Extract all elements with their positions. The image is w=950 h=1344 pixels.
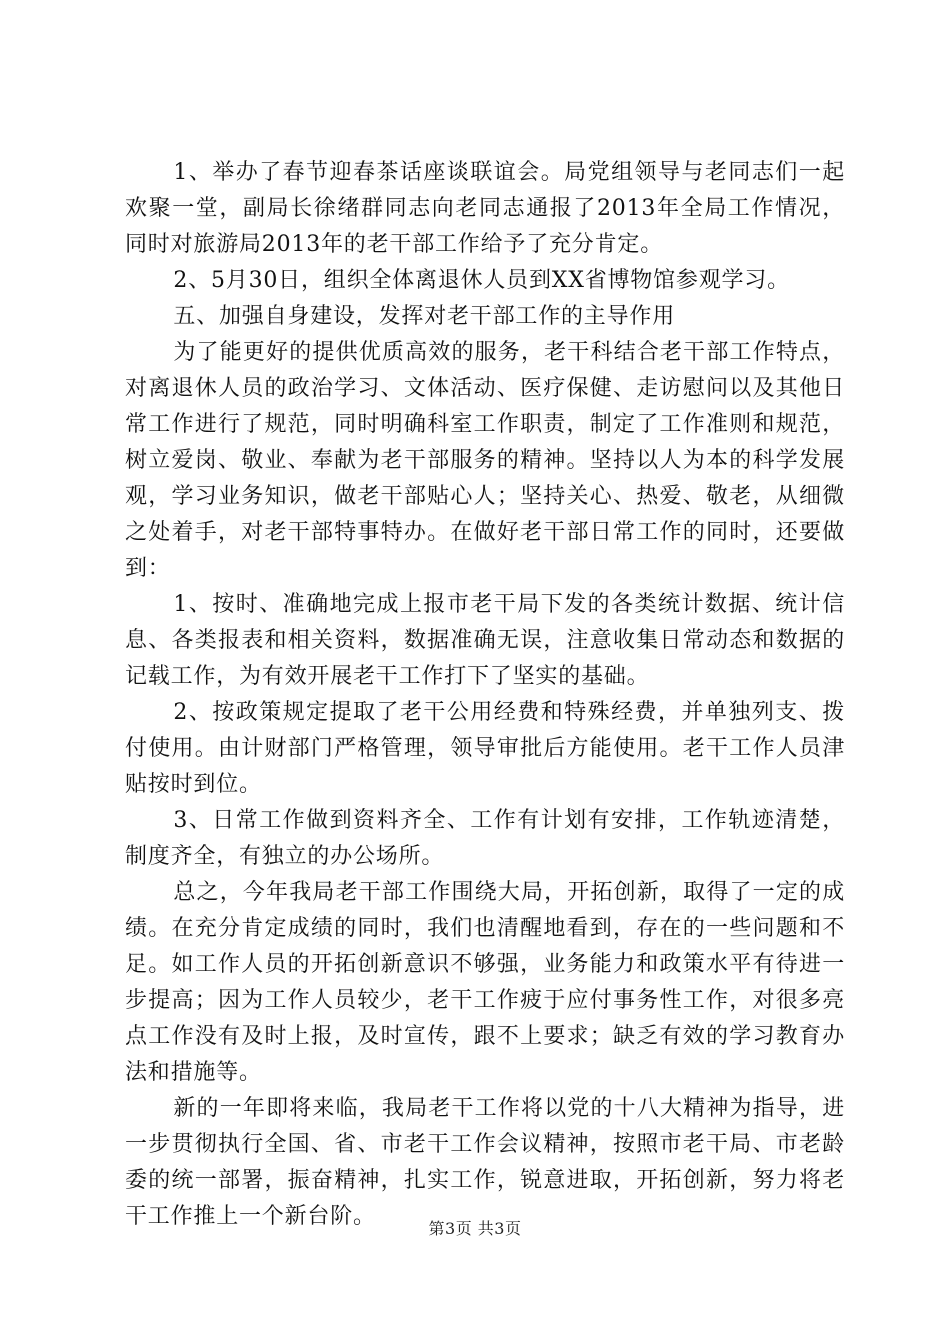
paragraph-service-improvement: 为了能更好的提供优质高效的服务，老干科结合老干部工作特点，对离退休人员的政治学习、文体活动、医疗保健、走访慰问以及其他日常工作进行了规范，同时明确科室工作职责，制定了工作准则和规范，树立爱岗、敬业、奉献为老干部服务的精神。坚持以人为本的科学发展观，学习业务知识，做老干部贴心人；坚持关心、热爱、敬老，从细微之处着手，对老干部特事特办。在做好老干部日常工作的同时，还要做到： (125, 340, 845, 581)
paragraph-funding: 2、按政策规定提取了老干公用经费和特殊经费，并单独列支、拨付使用。由计财部门严格管理，领导审批后方能使用。老干工作人员津贴按时到位。 (125, 700, 845, 797)
section-heading-self-building: 五、加强自身建设，发挥对老干部工作的主导作用 (173, 304, 675, 329)
paragraph-museum-visit: 2、5月30日，组织全体离退休人员到XX省博物馆参观学习。 (173, 268, 790, 293)
paragraph-new-year-outlook: 新的一年即将来临，我局老干工作将以党的十八大精神为指导，进一步贯彻执行全国、省、市老干工作会议精神，按照市老干局、市老龄委的统一部署，振奋精神，扎实工作，锐意进取，开拓创新，努力将老干工作推上一个新台阶。 (125, 1096, 845, 1229)
paragraph-summary: 总之，今年我局老干部工作围绕大局，开拓创新，取得了一定的成绩。在充分肯定成绩的同时，我们也清醒地看到，存在的一些问题和不足。如工作人员的开拓创新意识不够强，业务能力和政策水平有待进一步提高；因为工作人员较少，老干工作疲于应付事务性工作，对很多亮点工作没有及时上报，及时宣传，跟不上要求；缺乏有效的学习教育办法和措施等。 (125, 880, 845, 1085)
paragraph-daily-work: 3、日常工作做到资料齐全、工作有计划有安排，工作轨迹清楚，制度齐全，有独立的办公场所。 (125, 808, 845, 869)
paragraph-statistics-reporting: 1、按时、准确地完成上报市老干局下发的各类统计数据、统计信息、各类报表和相关资料，数据准确无误，注意收集日常动态和数据的记载工作，为有效开展老干工作打下了坚实的基础。 (125, 592, 845, 689)
paragraph-spring-festival-event: 1、举办了春节迎春茶话座谈联谊会。局党组领导与老同志们一起欢聚一堂，副局长徐绪群同志向老同志通报了2013年全局工作情况，同时对旅游局2013年的老干部工作给予了充分肯定。 (125, 160, 845, 257)
page-number-footer: 第3页 共3页 (428, 1219, 522, 1238)
document-body (125, 155, 845, 1235)
